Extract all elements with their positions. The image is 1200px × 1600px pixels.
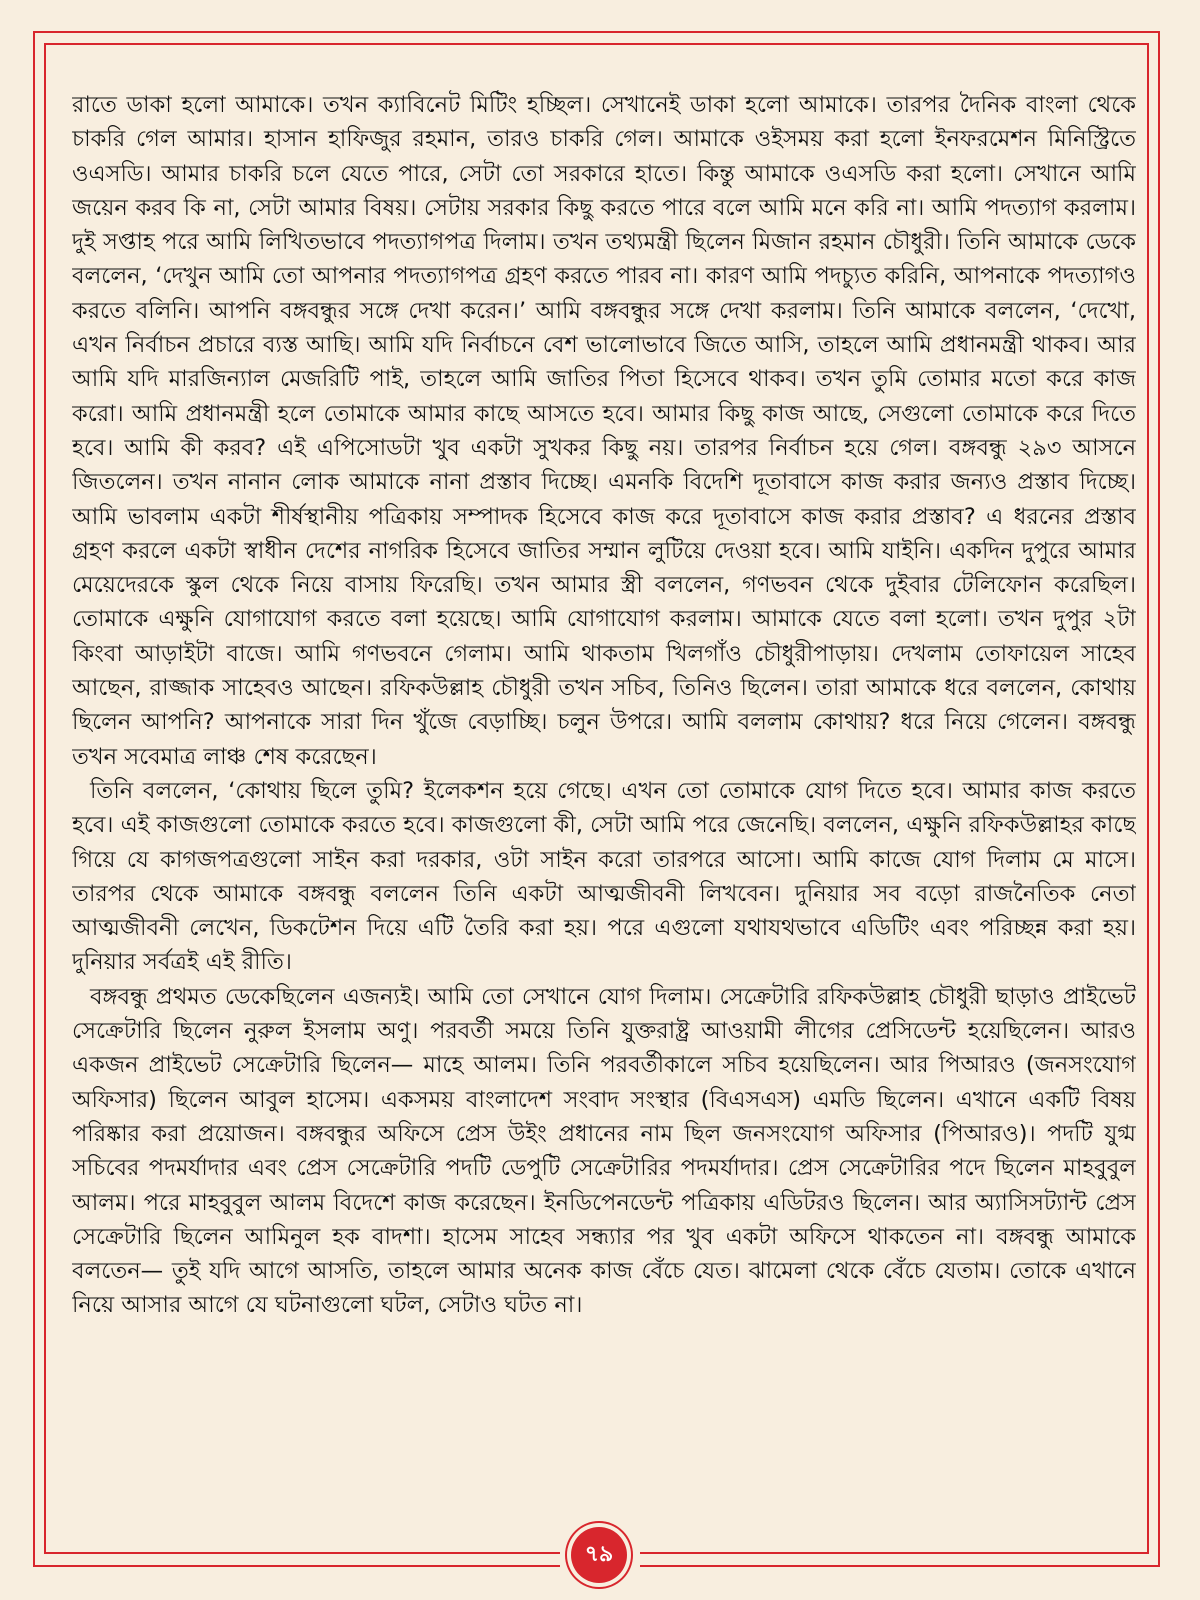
page-number-badge: ৭৯: [571, 1527, 627, 1583]
paragraph-1: রাতে ডাকা হলো আমাকে। তখন ক্যাবিনেট মিটিং হচ্ছিল। সেখানেই ডাকা হলো আমাকে। তারপর দৈনিক বাংলা থেকে চাকরি গেল আমার। হাসান হাফিজুর রহমান, তারও চাকরি গেল। আমাকে ওইসময় করা হলো ইনফরমেশন মিনিস্ট্রিতে ওএসডি। আমার চাকরি চলে যেতে পারে, সেটা তো সরকারে হাতে। কিন্তু আমাকে ওএসডি করা হলো। সেখানে আমি জয়েন করব কি না, সেটা আমার বিষয়। সেটায় সরকার কিছু করতে পারে বলে আমি মনে করি না। আমি পদত্যাগ করলাম। দুই সপ্তাহ পরে আমি লিখিতভাবে পদত্যাগপত্র দিলাম। তখন তথ্যমন্ত্রী ছিলেন মিজান রহমান চৌধুরী। তিনি আমাকে ডেকে বললেন, ‘দেখুন আমি তো আপনার পদত্যাগপত্র গ্রহণ করতে পারব না। কারণ আমি পদচ্যুত করিনি, আপনাকে পদত্যাগও করতে বলিনি। আপনি বঙ্গবন্ধুর সঙ্গে দেখা করেন।’ আমি বঙ্গবন্ধুর সঙ্গে দেখা করলাম। তিনি আমাকে বললেন, ‘দেখো, এখন নির্বাচন প্রচারে ব্যস্ত আছি। আমি যদি নির্বাচনে বেশ ভালোভাবে জিতে আসি, তাহলে আমি প্রধানমন্ত্রী থাকব। আর আমি যদি মারজিন্যাল মেজরিটি পাই, তাহলে আমি জাতির পিতা হিসেবে থাকব। তখন তুমি তোমার মতো করে কাজ করো। আমি প্রধানমন্ত্রী হলে তোমাকে আমার কাছে আসতে হবে। আমার কিছু কাজ আছে, সেগুলো তোমাকে করে দিতে হবে। আমি কী করব? এই এপিসোডটা খুব একটা সুখকর কিছু নয়। তারপর নির্বাচন হয়ে গেল। বঙ্গবন্ধু ২৯৩ আসনে জিতলেন। তখন নানান লোক আমাকে নানা প্রস্তাব দিচ্ছে। এমনকি বিদেশি দূতাবাসে কাজ করার জন্যও প্রস্তাব দিচ্ছে। আমি ভাবলাম একটা শীর্ষস্থানীয় পত্রিকায় সম্পাদক হিসেবে কাজ করে দূতাবাসে কাজ করার প্রস্তাব? এ ধরনের প্রস্তাব গ্রহণ করলে একটা স্বাধীন দেশের নাগরিক হিসেবে জাতির সম্মান লুটিয়ে দেওয়া হবে। আমি যাইনি। একদিন দুপুরে আমার মেয়েদেরকে স্কুল থেকে নিয়ে বাসায় ফিরেছি। তখন আমার স্ত্রী বললেন, গণভবন থেকে দুইবার টেলিফোন করেছিল। তোমাকে এক্ষুনি যোগাযোগ করতে বলা হয়েছে। আমি যোগাযোগ করলাম। আমাকে যেতে বলা হলো। তখন দুপুর ২টা কিংবা আড়াইটা বাজে। আমি গণভবনে গেলাম। আমি থাকতাম খিলগাঁও চৌধুরীপাড়ায়। দেখলাম তোফায়েল সাহেব আছেন, রাজ্জাক সাহেবও আছেন। রফিকউল্লাহ চৌধুরী তখন সচিব, তিনিও ছিলেন। তারা আমাকে ধরে বললেন, কোথায় ছিলেন আপনি? আপনাকে সারা দিন খুঁজে বেড়াচ্ছি। চলুন উপরে। আমি বললাম কোথায়? ধরে নিয়ে গেলেন। বঙ্গবন্ধু তখন সবেমাত্র লাঞ্চ শেষ করেছেন।: [72, 92, 1136, 770]
paragraph-2: তিনি বললেন, ‘কোথায় ছিলে তুমি? ইলেকশন হয়ে গেছে। এখন তো তোমাকে যোগ দিতে হবে। আমার কাজ করতে হবে। এই কাজগুলো তোমাকে করতে হবে। কাজগুলো কী, সেটা আমি পরে জেনেছি। বললেন, এক্ষুনি রফিকউল্লাহর কাছে গিয়ে যে কাগজপত্রগুলো সাইন করা দরকার, ওটা সাইন করো তারপরে আসো। আমি কাজে যোগ দিলাম মে মাসে। তারপর থেকে আমাকে বঙ্গবন্ধু বললেন তিনি একটা আত্মজীবনী লিখবেন। দুনিয়ার সব বড়ো রাজনৈতিক নেতা আত্মজীবনী লেখেন, ডিকটেশন দিয়ে এটি তৈরি করা হয়। পরে এগুলো যথাযথভাবে এডিটিং এবং পরিচ্ছন্ন করা হয়। দুনিয়ার সর্বত্রই এই রীতি।: [72, 777, 1136, 976]
body-text: [72, 88, 1136, 1478]
paragraph-3: বঙ্গবন্ধু প্রথমত ডেকেছিলেন এজন্যই। আমি তো সেখানে যোগ দিলাম। সেক্রেটারি রফিকউল্লাহ চৌধুরী ছাড়াও প্রাইভেট সেক্রেটারি ছিলেন নুরুল ইসলাম অণু। পরবর্তী সময়ে তিনি যুক্তরাষ্ট্র আওয়ামী লীগের প্রেসিডেন্ট হয়েছিলেন। আরও একজন প্রাইভেট সেক্রেটারি ছিলেন— মাহে আলম। তিনি পরবর্তীকালে সচিব হয়েছিলেন। আর পিআরও (জনসংযোগ অফিসার) ছিলেন আবুল হাসেম। একসময় বাংলাদেশ সংবাদ সংস্থার (বিএসএস) এমডি ছিলেন। এখানে একটি বিষয় পরিষ্কার করা প্রয়োজন। বঙ্গবন্ধুর অফিসে প্রেস উইং প্রধানের নাম ছিল জনসংযোগ অফিসার (পিআরও)। পদটি যুগ্ম সচিবের পদমর্যাদার এবং প্রেস সেক্রেটারি পদটি ডেপুটি সেক্রেটারির পদমর্যাদার। প্রেস সেক্রেটারির পদে ছিলেন মাহবুবুল আলম। পরে মাহবুবুল আলম বিদেশে কাজ করেছেন। ইনডিপেনডেন্ট পত্রিকায় এডিটরও ছিলেন। আর অ্যাসিসট্যান্ট প্রেস সেক্রেটারি ছিলেন আমিনুল হক বাদশা। হাসেম সাহেব সন্ধ্যার পর খুব একটা অফিসে থাকতেন না। বঙ্গবন্ধু আমাকে বলতেন— তুই যদি আগে আসতি, তাহলে আমার অনেক কাজ বেঁচে যেত। ঝামেলা থেকে বেঁচে যেতাম। তোকে এখানে নিয়ে আসার আগে যে ঘটনাগুলো ঘটল, সেটাও ঘটত না।: [72, 983, 1136, 1319]
